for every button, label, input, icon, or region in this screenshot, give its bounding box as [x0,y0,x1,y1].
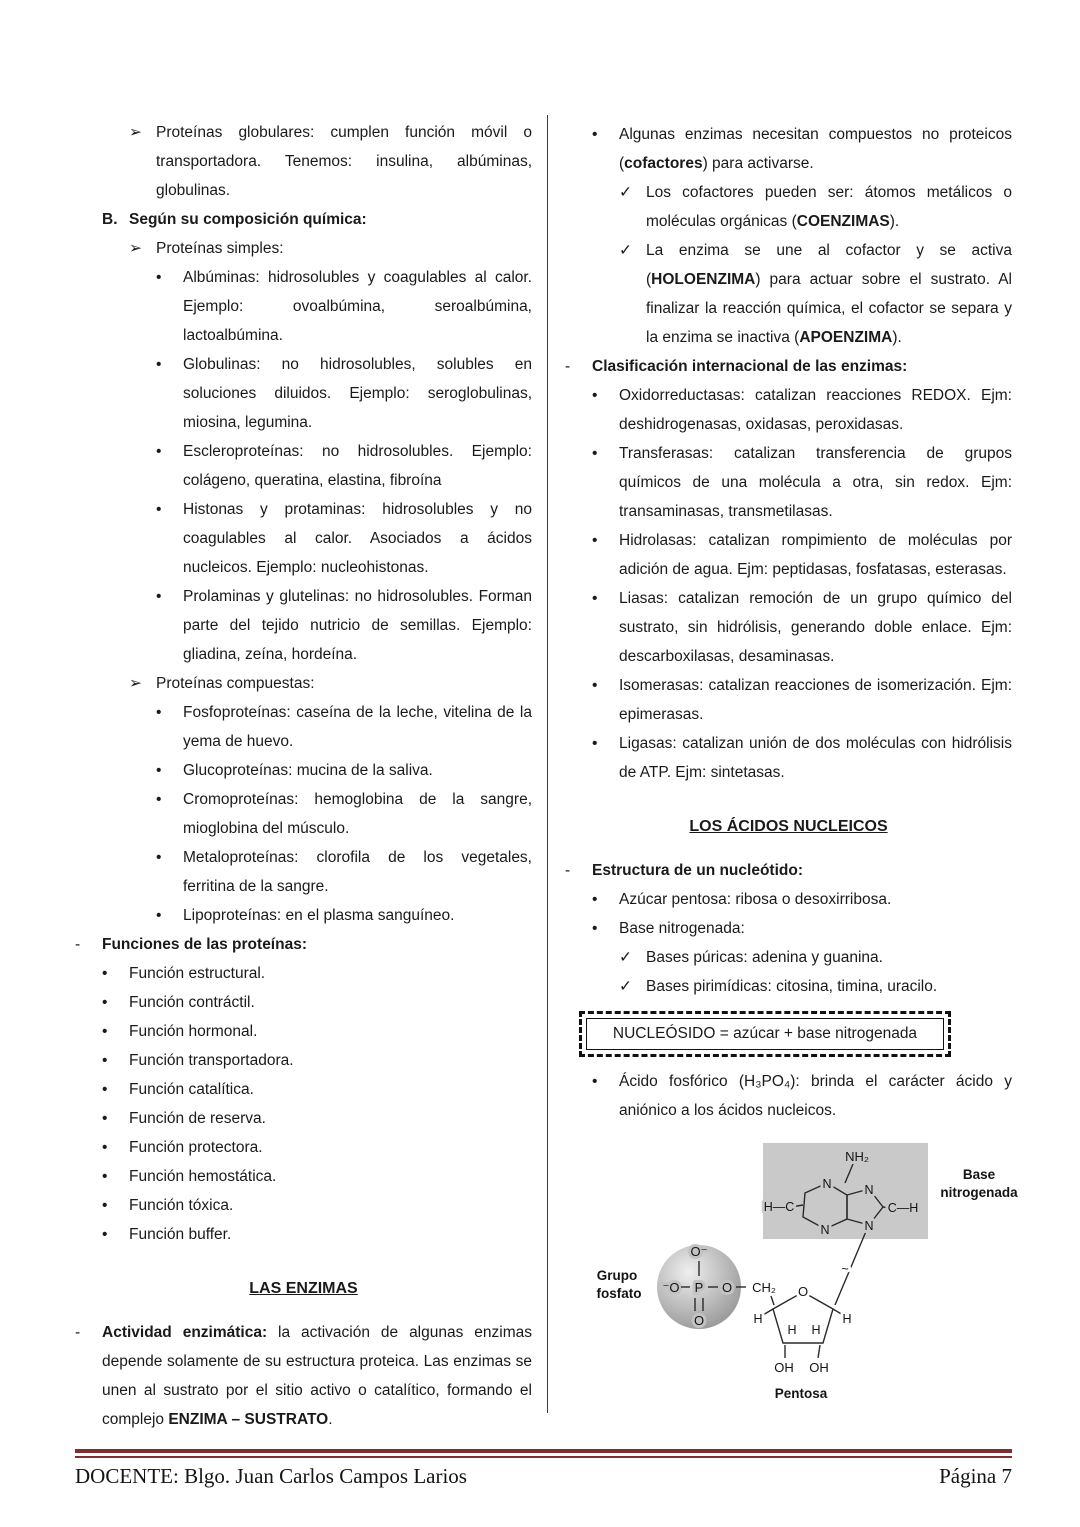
section-heading-text: LAS ENZIMAS [249,1280,358,1297]
bullet-funcion-toxica [75,1191,532,1220]
check-holoenzima [565,236,1012,352]
text-segment: Fosfoproteínas: caseína de la leche, vitelina de la yema de huevo. [183,704,532,750]
label-base-nitrogenada: nitrogenada [940,1185,1018,1200]
label-grupo-fosfato: fosfato [596,1286,642,1301]
text-segment: Clasificación internacional de las enzimas: [592,358,908,375]
text-segment: Glucoproteínas: mucina de la saliva. [183,762,433,779]
footer-rule [75,1449,1012,1458]
label-base-nitrogenada: Base [962,1167,996,1182]
text-segment: Actividad enzimática: [102,1324,279,1341]
footer-page-number: Página 7 [939,1464,1012,1488]
atom-o: O [721,1280,733,1295]
text-segment: Función transportadora. [129,1052,294,1069]
atom-n: N [864,1183,874,1197]
bullet-isomerasas [565,671,1012,729]
atom-n: N [822,1177,832,1191]
text-segment: Transferasas: catalizan transferencia de grupos químicos de una molécula a otra, sin redox. Ejm: transaminasas, transmetilasas. [619,445,1012,520]
heading-clasificacion-enzimas [565,352,1012,381]
text-segment: ). [892,329,902,346]
list-marker: • [102,1168,108,1185]
list-marker: B. [102,211,118,228]
section-heading-las-enzimas [75,1274,532,1303]
text-segment: Proteínas simples: [156,240,284,257]
text-segment: Azúcar pentosa: ribosa o desoxirribosa. [619,891,892,908]
text-segment: Bases pirimídicas: citosina, timina, uracilo. [646,978,938,995]
text-segment: la activación de algunas enzimas depende solamente de su estructura proteica. Las enzimas se unen al sustrato por el sitio activo o catalítico, formando el complejo [102,1324,533,1428]
text-segment: Función estructural. [129,965,266,982]
list-marker: • [592,891,598,908]
list-marker: • [592,387,598,404]
left-column [75,118,532,1434]
text-segment: ). [889,213,900,230]
bullet-prolaminas [75,582,532,669]
list-marker: • [156,849,162,866]
list-marker: ✓ [619,949,632,966]
list-marker: • [102,1197,108,1214]
bullet-funcion-hemostatica [75,1162,532,1191]
text-segment: Según su composición química: [129,211,367,228]
text-segment: Metaloproteínas: clorofila de los vegetales, ferritina de la sangre. [183,849,532,895]
list-marker: • [102,1139,108,1156]
column-divider [547,115,548,1413]
text-segment: Base nitrogenada: [619,920,745,937]
list-marker: • [592,735,598,752]
list-marker: • [156,443,162,460]
bullet-proteinas-globulares [75,118,532,205]
footer [75,1464,1012,1489]
list-marker: • [592,445,598,462]
list-marker: • [156,356,162,373]
text-segment: HOLOENZIMA [651,271,756,288]
check-bases-puricas [565,943,1012,972]
text-segment: Bases púricas: adenina y guanina. [646,949,883,966]
text-segment: Albúminas: hidrosolubles y coagulables al calor. Ejemplo: ovoalbúmina, seroalbúmina, lactoalbúmina. [183,269,532,344]
list-marker: • [592,590,598,607]
text-segment: cofactores [624,155,703,172]
nucleoside-box [579,1011,951,1057]
list-marker: • [156,762,162,779]
heading-composicion-quimica [75,205,532,234]
text-segment: Liasas: catalizan remoción de un grupo químico del sustrato, sin hidrólisis, generando doble enlace. Ejm: descarboxilasas, desaminasas. [619,590,1012,665]
list-marker: ✓ [619,978,632,995]
check-coenzimas [565,178,1012,236]
list-marker: • [592,532,598,549]
bullet-ligasas [565,729,1012,787]
bullet-cofactores [565,120,1012,178]
atom-o: O [797,1284,809,1299]
bullet-fosfoproteinas [75,698,532,756]
bullet-lipoproteinas [75,901,532,930]
bullet-base-nitrogenada [565,914,1012,943]
list-marker: • [592,1073,598,1090]
paragraph-actividad-enzimatica [75,1318,532,1434]
section-heading-text: LOS ÁCIDOS NUCLEICOS [689,818,888,835]
nucleotide-figure [581,1137,1018,1415]
section-heading-acidos-nucleicos [565,812,1012,841]
bond-tilde: ~ [841,1262,849,1276]
text-segment: Algunas enzimas necesitan compuestos no proteicos ( [619,126,1012,172]
atom-h: H [753,1312,763,1326]
list-marker: - [75,1324,81,1341]
bullet-azucar-pentosa [565,885,1012,914]
atom-p: P [694,1280,704,1295]
bullet-hidrolasas [565,526,1012,584]
text-segment: Escleroproteínas: no hidrosolubles. Ejemplo: colágeno, queratina, elastina, fibroína [183,443,532,489]
list-marker: • [102,1081,108,1098]
nucleotide-structure-svg [581,1137,1033,1405]
bullet-oxidorreductasas [565,381,1012,439]
list-marker: • [102,965,108,982]
bullet-funcion-estructural [75,959,532,988]
list-marker: • [156,791,162,808]
atom-oh: OH [774,1360,794,1375]
list-marker: • [156,501,162,518]
text-segment: Lipoproteínas: en el plasma sanguíneo. [183,907,455,924]
text-segment: Funciones de las proteínas: [102,936,307,953]
bullet-glucoproteinas [75,756,532,785]
atom-h: H [811,1323,821,1337]
list-marker: • [156,269,162,286]
list-marker: • [592,126,598,143]
text-segment: APOENZIMA [799,329,893,346]
text-segment: Globulinas: no hidrosolubles, solubles en soluciones diluidos. Ejemplo: seroglobulinas, miosina, legumina. [183,356,532,431]
text-segment: Isomerasas: catalizan reacciones de isomerización. Ejm: epimerasas. [619,677,1012,723]
text-segment: Histonas y protaminas: hidrosolubles y no coagulables al calor. Asociados a ácidos nucleicos. Ejemplo: nucleohistonas. [183,501,532,576]
atom-h: H [787,1323,797,1337]
text-segment: ENZIMA – SUSTRATO [168,1411,329,1428]
right-column [565,120,1018,1415]
atom-o-minus: O⁻ [690,1244,708,1259]
nucleoside-box-text: NUCLEÓSIDO = azúcar + base nitrogenada [586,1018,944,1050]
text-segment: Proteínas globulares: cumplen función móvil o transportadora. Tenemos: insulina, albúminas, globulinas. [156,124,532,199]
check-bases-pirimidicas [565,972,1012,1001]
text-segment: Cromoproteínas: hemoglobina de la sangre, mioglobina del músculo. [183,791,532,837]
list-marker: • [102,1226,108,1243]
text-segment: Prolaminas y glutelinas: no hidrosolubles. Forman parte del tejido nutricio de semillas. Ejemplo: gliadina, zeína, hordeína. [183,588,532,663]
text-segment: Hidrolasas: catalizan rompimiento de moléculas por adición de agua. Ejm: peptidasas, fosfatasas, esterasas. [619,532,1012,578]
text-segment: Los cofactores pueden ser: átomos metálicos o moléculas orgánicas ( [646,184,1012,230]
text-segment: . [328,1411,333,1428]
atom-n: N [820,1223,830,1237]
list-marker: - [75,936,81,953]
text-segment: ) para actuar sobre el sustrato. Al finalizar la reacción química, el cofactor se separa y la enzima se inactiva ( [646,271,1012,346]
list-marker: • [102,1052,108,1069]
atom-n: N [864,1219,874,1233]
list-marker: ✓ [619,242,632,259]
bullet-funcion-catalitica [75,1075,532,1104]
text-segment: Función hormonal. [129,1023,258,1040]
bullet-albuminas [75,263,532,350]
bullet-proteinas-simples [75,234,532,263]
bullet-escleroproteinas [75,437,532,495]
atom-ch: C—H [887,1201,919,1215]
atom-o-left: ⁻O [662,1280,680,1295]
atom-h: H [842,1312,852,1326]
list-marker: ✓ [619,184,632,201]
footer-docente: DOCENTE: Blgo. Juan Carlos Campos Larios [75,1464,467,1488]
label-pentosa: Pentosa [774,1386,828,1401]
list-marker: - [565,862,571,879]
bullet-histonas [75,495,532,582]
bullet-funcion-protectora [75,1133,532,1162]
atom-oh: OH [809,1360,829,1375]
list-marker: • [592,677,598,694]
bullet-globulinas [75,350,532,437]
text-segment: Función catalítica. [129,1081,254,1098]
list-marker: • [156,588,162,605]
list-marker: - [565,358,571,375]
text-segment: Función de reserva. [129,1110,266,1127]
text-segment: Proteínas compuestas: [156,675,315,692]
list-marker: ➢ [129,240,142,257]
text-segment: Ligasas: catalizan unión de dos moléculas con hidrólisis de ATP. Ejm: sintetasas. [619,735,1012,781]
list-marker: • [102,1110,108,1127]
bullet-acido-fosforico [565,1067,1012,1125]
bullet-funcion-hormonal [75,1017,532,1046]
list-marker: ➢ [129,675,142,692]
atom-o: O [693,1313,705,1328]
text-segment: Función tóxica. [129,1197,234,1214]
heading-funciones-proteinas [75,930,532,959]
list-marker: • [592,920,598,937]
list-marker: • [156,704,162,721]
bullet-funcion-contractil [75,988,532,1017]
atom-nh2: NH₂ [845,1149,869,1164]
heading-estructura-nucleotido [565,856,1012,885]
atom-hc: H—C [763,1200,795,1214]
text-segment: Estructura de un nucleótido: [592,862,803,879]
bullet-transferasas [565,439,1012,526]
text-segment: Función hemostática. [129,1168,277,1185]
list-marker: • [102,994,108,1011]
bullet-proteinas-compuestas [75,669,532,698]
list-marker: • [156,907,162,924]
list-marker: • [102,1023,108,1040]
label-grupo-fosfato: Grupo [596,1268,638,1283]
right-column-blocks [565,120,1012,1125]
text-segment: Función buffer. [129,1226,232,1243]
bullet-funcion-buffer [75,1220,532,1249]
atom-ch2: CH₂ [752,1280,776,1295]
bullet-liasas [565,584,1012,671]
text-segment: ) para activarse. [702,155,814,172]
text-segment: Función protectora. [129,1139,263,1156]
bullet-cromoproteinas [75,785,532,843]
bullet-funcion-transportadora [75,1046,532,1075]
bullet-metaloproteinas [75,843,532,901]
text-segment: Oxidorreductasas: catalizan reacciones REDOX. Ejm: deshidrogenasas, oxidasas, peroxidasas. [619,387,1012,433]
bullet-funcion-reserva [75,1104,532,1133]
text-segment: COENZIMAS [796,213,890,230]
list-marker: ➢ [129,124,142,141]
text-segment: Ácido fosfórico (H₃PO₄): brinda el carácter ácido y aniónico a los ácidos nucleicos. [619,1073,1012,1119]
text-segment: Función contráctil. [129,994,255,1011]
text-segment: La enzima se une al cofactor y se activa ( [646,242,1012,288]
